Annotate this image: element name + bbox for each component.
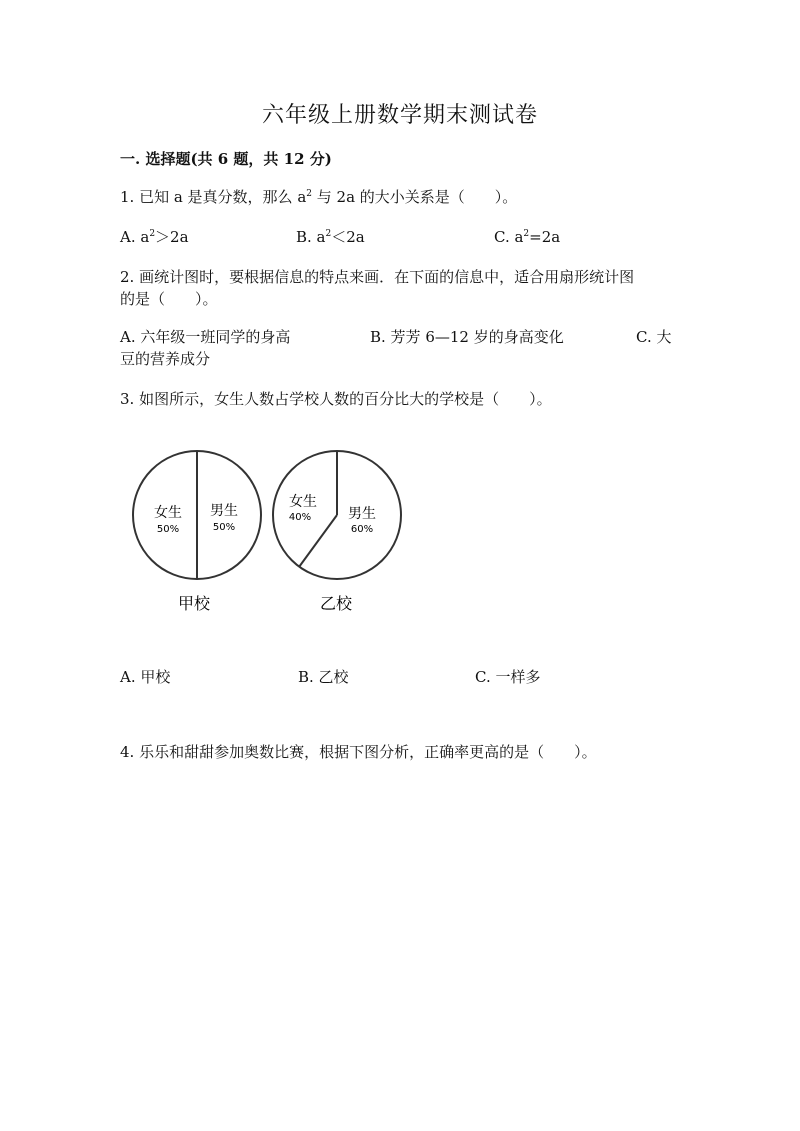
question-4-stem: 4. 乐乐和甜甜参加奥数比赛，根据下图分析，正确率更高的是（ ）。 xyxy=(120,743,597,761)
page-title: 六年级上册数学期末测试卷 xyxy=(261,103,538,128)
school-a-girls-pct: 50% xyxy=(156,524,180,535)
school-b-girls-label: 女生 xyxy=(289,494,317,510)
question-3-option-c[interactable]: C. 一样多 xyxy=(475,668,541,686)
school-b-pie xyxy=(273,451,401,613)
question-1-option-c[interactable]: C. $a^2=2a$ xyxy=(494,228,561,246)
pie-charts-figure xyxy=(120,440,420,634)
school-a-girls-label: 女生 xyxy=(154,505,182,521)
question-1-option-a[interactable]: A. $a^2>2a$ xyxy=(120,228,189,246)
question-2-option-b[interactable]: B. 芳芳 6—12 岁的身高变化 xyxy=(370,328,564,346)
question-2-option-a[interactable]: A. 六年级一班同学的身高 xyxy=(120,328,291,346)
pie-charts-svg xyxy=(120,440,420,630)
school-a-boys-pct: 50% xyxy=(212,522,236,533)
school-b-girls-pct: 40% xyxy=(288,512,312,523)
question-3-option-b[interactable]: B. 乙校 xyxy=(298,668,349,686)
question-2-stem-line1: 2. 画统计图时，要根据信息的特点来画．在下面的信息中，适合用扇形统计图 xyxy=(120,268,635,286)
school-a-name: 甲校 xyxy=(177,594,211,613)
question-2-option-c-continued[interactable]: 豆的营养成分 xyxy=(120,350,211,368)
question-3-stem: 3. 如图所示，女生人数占学校人数的百分比大的学校是（ ）。 xyxy=(120,390,552,408)
section-header: 一. 选择题(共 6 题，共 12 分) xyxy=(120,150,332,168)
question-2-stem-line2: 的是（ ）。 xyxy=(120,290,218,308)
question-1-stem: 1. 已知 a 是真分数，那么 $a^2$ 与 2a 的大小关系是（ ）。 xyxy=(120,188,518,206)
school-b-boys-label: 男生 xyxy=(348,506,376,522)
school-b-name: 乙校 xyxy=(319,594,353,613)
question-2-option-c[interactable]: C. 大 xyxy=(636,328,672,346)
question-1-option-b[interactable]: B. $a^2<2a$ xyxy=(296,228,365,246)
question-3-option-a[interactable]: A. 甲校 xyxy=(120,668,171,686)
school-a-pie xyxy=(133,451,261,613)
school-a-boys-label: 男生 xyxy=(210,503,238,519)
school-b-boys-pct: 60% xyxy=(350,524,374,535)
